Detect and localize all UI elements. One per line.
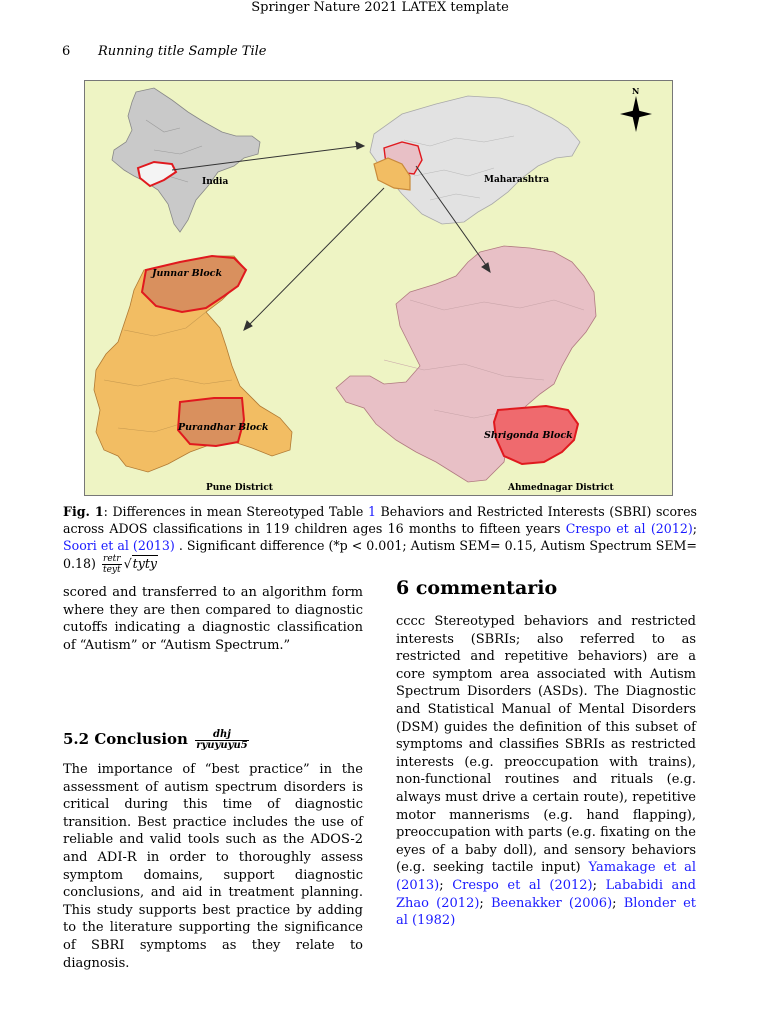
north-label: N [632, 86, 640, 96]
cite-lababidi[interactable]: Lababidi and Zhao (2012) [396, 877, 697, 911]
running-header: Springer Nature 2021 LATEX template [251, 0, 509, 15]
left-paragraph-2: The importance of “best practice” in the assessment of autism spectrum disorders is critical during this time of diagnostic transition. Best practice includes the use of reliable and valid tools such as the ADOS-2 and ADI-R in order to thoroughly assess symptom domains, support diagnostic conclusions, and aid in treatment planning. This study supports best practice by adding to the literature supporting the significance of SBRI symptoms as they relate to diagnosis. [63, 762, 363, 971]
caption-fraction-num: retr [103, 554, 121, 564]
ahmednagar-district-label: Ahmednagar District [508, 483, 614, 493]
cite-separator-3: ; [479, 895, 491, 911]
page-number: 6 [62, 44, 71, 59]
caption-label: Fig. 1 [63, 504, 104, 519]
heading-fraction-den: ryuyuyu5 [196, 739, 248, 751]
cite-separator-4: ; [612, 895, 624, 911]
cite-separator-2: ; [592, 877, 606, 893]
cite-beenakker[interactable]: Beenakker (2006) [491, 895, 613, 911]
caption-fraction [102, 554, 122, 575]
right-paragraph [396, 613, 696, 930]
heading-fraction-num: dhj [195, 730, 248, 741]
caption-table-ref[interactable]: 1 [367, 504, 376, 519]
caption-cite-soori[interactable]: Soori et al (2013) [63, 538, 175, 553]
right-paragraph-text: cccc Stereotyped behaviors and restricted interests (SBRIs; also referred to as restricted and repetitive behaviors) are a core symptom area associated with Autism Spectrum Disorders (ASDs). The Diagnostic and Statistical Manual of Mental Disorders (DSM) guides the definition of this subset of symptoms and classifies SBRIs as restricted interests (e.g. preoccupation with trains), non-functional routines and rituals (e.g. always must drive a certain route), repetitive motor mannerisms (e.g. hand flapping), preoccupation with parts (e.g. fixating on the eyes of a baby doll), and sensory behaviors (e.g. seeking tactile input) [396, 614, 696, 876]
purandhar-label: Purandhar Block [178, 422, 269, 433]
figure-map [84, 80, 673, 496]
sqrt-symbol: √ [123, 556, 132, 571]
caption-sqrt [124, 555, 158, 571]
cite-crespo[interactable]: Crespo et al (2012) [452, 877, 593, 893]
cite-blonder[interactable]: Blonder et al (1982) [396, 895, 696, 929]
junnar-label: Junnar Block [152, 268, 223, 279]
section-heading-5-2 [63, 728, 251, 751]
caption-text-1: : Differences in mean Stereotyped Table [103, 504, 368, 519]
caption-separator: ; [692, 521, 698, 536]
cite-separator-1: ; [439, 877, 453, 893]
caption-cite-crespo[interactable]: Crespo et al (2012) [565, 521, 693, 536]
left-paragraph-1: scored and transferred to an algorithm form where they are then compared to diagnostic cutoffs indicating a diagnostic classification of “Autism” or “Autism Spectrum.” [63, 585, 363, 653]
cite-yamakage[interactable]: Yamakage et al (2013) [396, 860, 696, 893]
maharashtra-label: Maharashtra [484, 175, 550, 185]
caption-text-3: . Significant difference (*p < 0.001; Autism SEM= 0.15, Autism Spectrum SEM= 0.18) [63, 538, 697, 571]
figure-caption [63, 503, 697, 575]
running-title: Running title Sample Tile [98, 44, 267, 59]
caption-text-2: Behaviors and Restricted Interests (SBRI) scores across ADOS classifications in 119 children ages 16 months to fifteen years [63, 504, 697, 536]
caption-sqrt-arg: tyty [132, 556, 158, 571]
shrigonda-label: Shrigonda Block [484, 430, 573, 441]
section-heading-5-2-text: 5.2 Conclusion [63, 730, 188, 748]
caption-fraction-den: teyt [102, 565, 121, 575]
heading-fraction [195, 730, 248, 751]
section-heading-6: 6 commentario [396, 577, 558, 599]
pune-district-label: Pune District [206, 483, 273, 493]
india-label: India [202, 177, 229, 187]
